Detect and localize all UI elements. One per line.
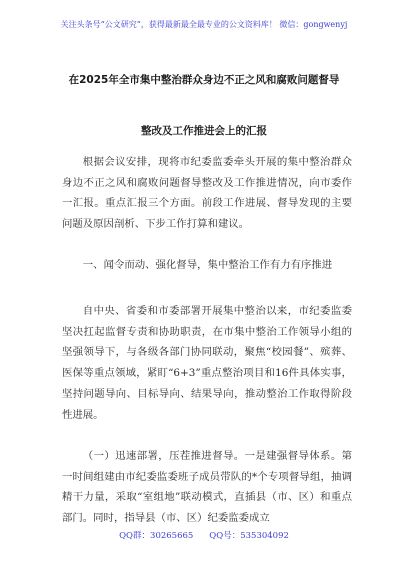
paragraph-progress-text: 自中央、省委和市委部署开展集中整治以来，市纪委监委坚决扛起监督专责和协助职责，在市集中整治工作领导小组的坚强领导下，与各级各部门协同联动，聚焦“校园餐”、殡葬、医保等重点领域，紧盯“6+3”重点整治项目和16件具体实事，坚持问题导向、目标导向、结果导向，推动整治工作取得阶段性进展。 (62, 305, 352, 421)
document-title-line-1: 在2025年全市集中整治群众身边不正之风和腐败问题督导 (68, 74, 340, 86)
paragraph-subsection-one-text: （一）迅速部署，压茬推进督导。一是建强督导体系。第一时间组建由市纪委监委班子成员带队的*个专项督导组，抽调精干力量，采取“室组地”联动模式，直插县（市、区）和重点部门。同时，指导县（市、区）纪委监委成立 (62, 450, 352, 525)
paragraph-subsection-one (62, 446, 352, 529)
footer-qq-number: QQ号：535304092 (209, 531, 289, 541)
footer-contact-note (0, 531, 408, 542)
paragraph-heading-one (62, 255, 352, 276)
paragraph-intro (62, 152, 352, 235)
header-promo-note: 关注头条号“公文研究”，获得最新最全最专业的公文资料库！ 微信：gongwenyj (60, 20, 348, 29)
document-title-line-2: 整改及工作推进会上的汇报 (141, 125, 267, 137)
paragraph-intro-text: 根据会议安排，现将市纪委监委牵头开展的集中整治群众身边不正之风和腐败问题督导整改及工作推进情况，向市委作一汇报。重点汇报三个方面。前段工作进展、督导发现的主要问题及原因剖析、下步工作打算和建议。 (62, 156, 352, 231)
paragraph-progress (62, 301, 352, 425)
footer-qq-group: QQ群：30265665 (119, 531, 194, 541)
section-heading-one: 一、闻令而动、强化督导，集中整治工作有力有序推进 (82, 259, 333, 271)
